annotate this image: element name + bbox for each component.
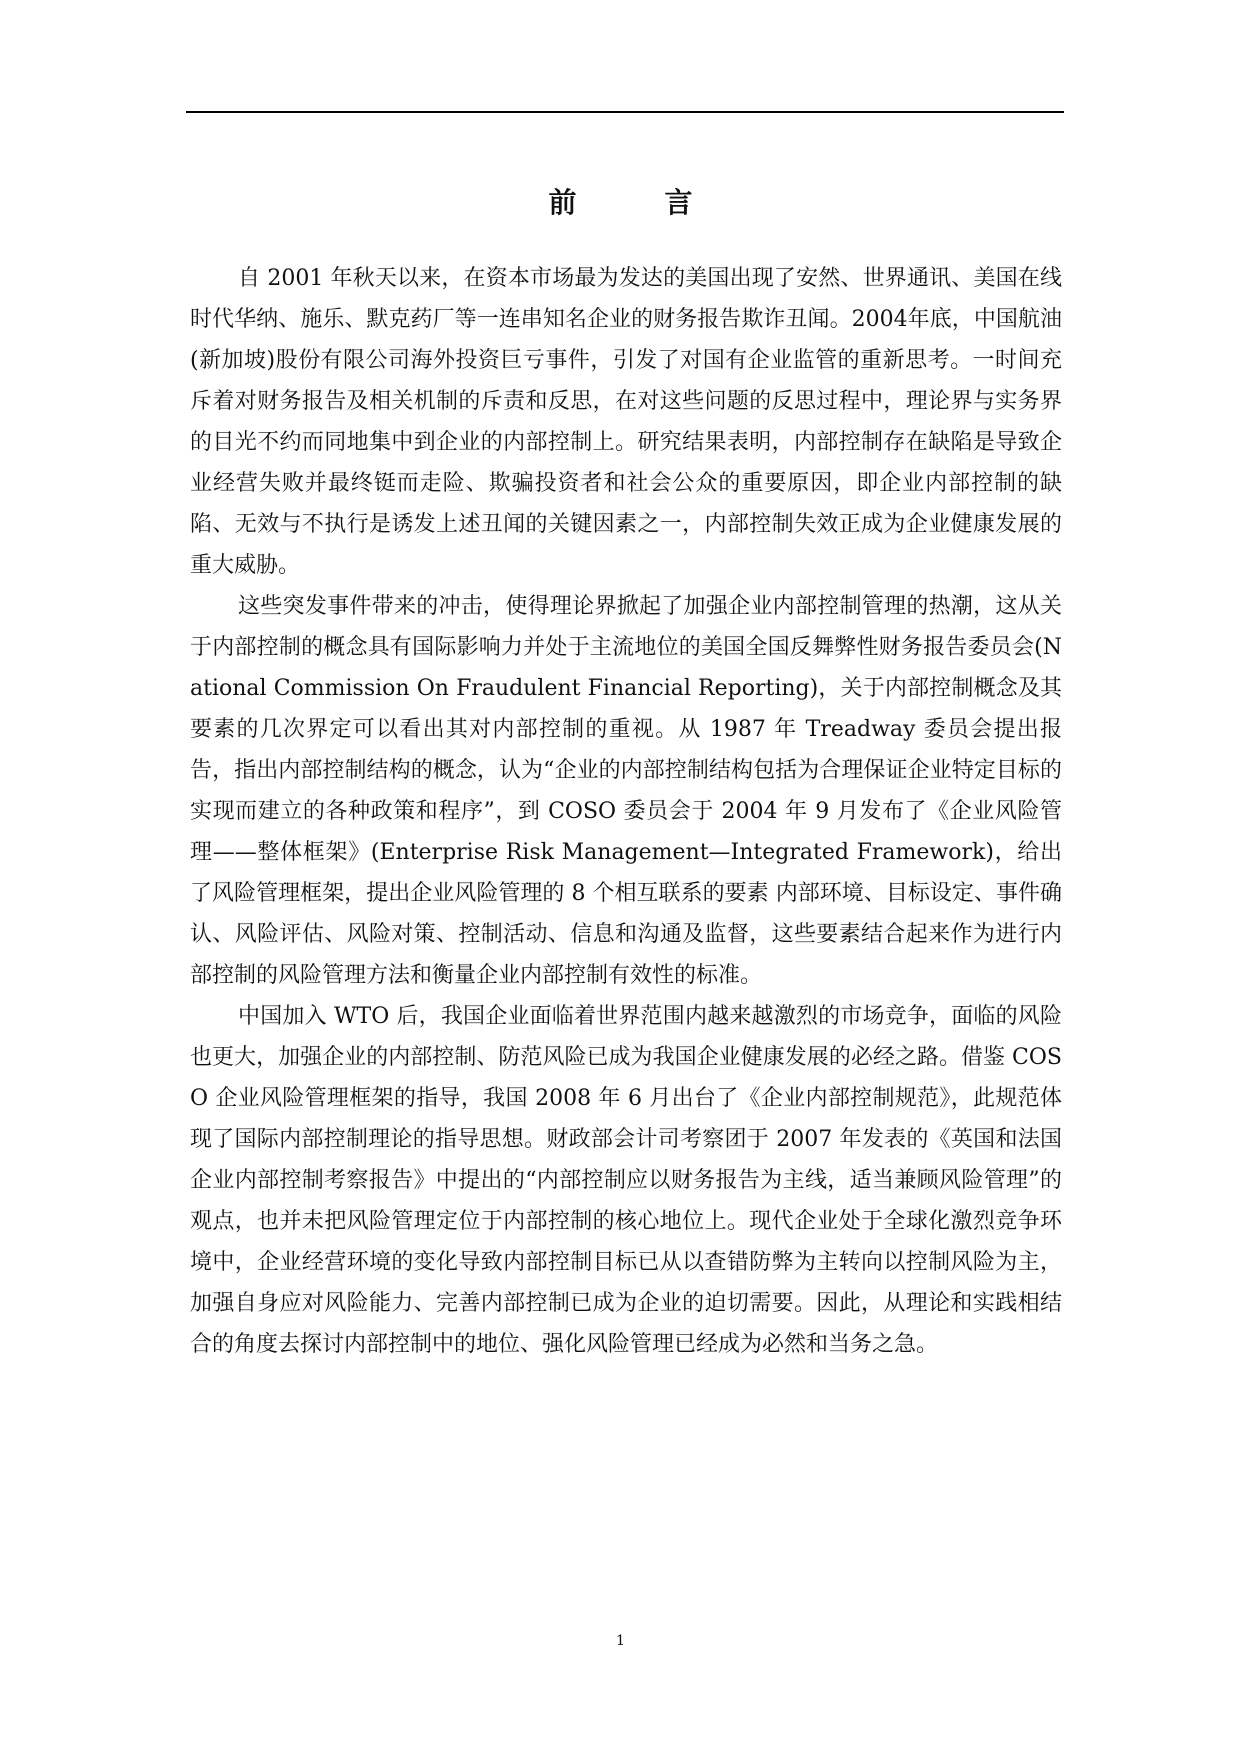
paragraph-2: 这些突发事件带来的冲击，使得理论界掀起了加强企业内部控制管理的热潮，这从关于内部控制的概念具有国际影响力并处于主流地位的美国全国反舞弊性财务报告委员会(National Commission On Fraudulent Financial Reporting)，关于内部控制概念及其要素的几次界定可以看出其对内部控制的重视。从 1987 年 Treadway 委员会提出报告，指出内部控制结构的概念，认为“企业的内部控制结构包括为合理保证企业特定目标的实现而建立的各种政策和程序”，到 COSO 委员会于 2004 年 9 月发布了《企业风险管理——整体框架》(Enterprise Risk Management—Integrated Framework)，给出了风险管理框架，提出企业风险管理的 8 个相互联系的要素 内部环境、目标设定、事件确认、风险评估、风险对策、控制活动、信息和沟通及监督，这些要素结合起来作为进行内部控制的风险管理方法和衡量企业内部控制有效性的标准。 [190, 594, 1062, 988]
header-rule [186, 111, 1064, 113]
page-title: 前 言 [548, 185, 723, 219]
paragraph-1: 自 2001 年秋天以来，在资本市场最为发达的美国出现了安然、世界通讯、美国在线时代华纳、施乐、默克药厂等一连串知名企业的财务报告欺诈丑闻。2004年底，中国航油(新加坡)股份有限公司海外投资巨亏事件，引发了对国有企业监管的重新思考。一时间充斥着对财务报告及相关机制的斥责和反思，在对这些问题的反思过程中，理论界与实务界的目光不约而同地集中到企业的内部控制上。研究结果表明，内部控制存在缺陷是导致企业经营失败并最终铤而走险、欺骗投资者和社会公众的重要原因，即企业内部控制的缺陷、无效与不执行是诱发上述丑闻的关键因素之一，内部控制失效正成为企业健康发展的重大威胁。 [190, 266, 1062, 578]
document-body [190, 258, 1062, 1365]
page-number: 1 [616, 1633, 625, 1649]
paragraph-3: 中国加入 WTO 后，我国企业面临着世界范围内越来越激烈的市场竞争，面临的风险也更大，加强企业的内部控制、防范风险已成为我国企业健康发展的必经之路。借鉴 COSO 企业风险管理框架的指导，我国 2008 年 6 月出台了《企业内部控制规范》，此规范体现了国际内部控制理论的指导思想。财政部会计司考察团于 2007 年发表的《英国和法国企业内部控制考察报告》中提出的“内部控制应以财务报告为主线，适当兼顾风险管理”的观点，也并未把风险管理定位于内部控制的核心地位上。现代企业处于全球化激烈竞争环境中，企业经营环境的变化导致内部控制目标已从以查错防弊为主转向以控制风险为主，加强自身应对风险能力、完善内部控制已成为企业的迫切需要。因此，从理论和实践相结合的角度去探讨内部控制中的地位、强化风险管理已经成为必然和当务之急。 [190, 1004, 1062, 1357]
